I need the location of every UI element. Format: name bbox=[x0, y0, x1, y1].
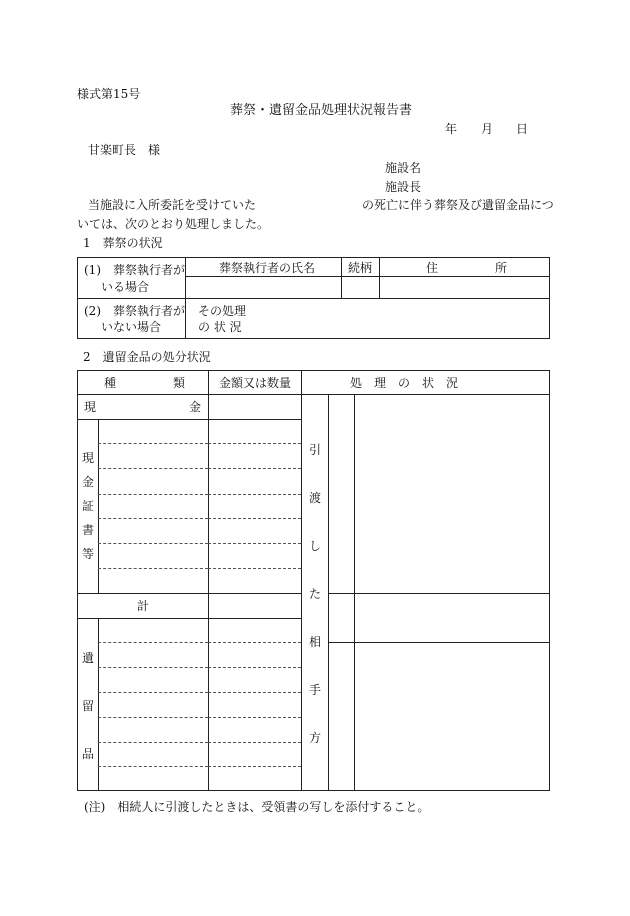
table-rule bbox=[208, 742, 301, 743]
items-char: 品 bbox=[81, 747, 94, 761]
securities-char: 等 bbox=[81, 547, 94, 561]
table-rule bbox=[98, 494, 208, 495]
date-month: 月 bbox=[481, 122, 494, 136]
table-rule bbox=[208, 766, 301, 767]
table-rule bbox=[208, 443, 301, 444]
recipient-char: 相 bbox=[308, 635, 321, 649]
footnote: (注) 相続人に引渡したときは、受領書の写しを添付すること。 bbox=[84, 800, 430, 814]
facility-name-label: 施設名 bbox=[385, 161, 422, 175]
table-rule bbox=[77, 593, 301, 594]
securities-char: 金 bbox=[81, 475, 94, 489]
date-year: 年 bbox=[445, 122, 458, 136]
securities-char: 証 bbox=[81, 499, 94, 513]
table-rule bbox=[328, 593, 550, 594]
table-rule bbox=[98, 419, 99, 593]
section1-heading: 1 葬祭の状況 bbox=[83, 236, 163, 250]
table-rule bbox=[208, 370, 209, 791]
table-rule bbox=[77, 419, 301, 420]
col-header-amount: 金額又は数量 bbox=[219, 376, 292, 390]
table-rule bbox=[98, 766, 208, 767]
col-header-type-2: 類 bbox=[173, 376, 186, 390]
cash-label-1: 現 bbox=[84, 400, 97, 414]
securities-char: 現 bbox=[81, 451, 94, 465]
document-title: 葬祭・遺留金品処理状況報告書 bbox=[230, 103, 413, 118]
table-rule bbox=[208, 494, 301, 495]
table-rule bbox=[77, 394, 550, 395]
recipient-char: 手 bbox=[308, 683, 321, 697]
table-rule bbox=[208, 468, 301, 469]
table-rule bbox=[98, 717, 208, 718]
table-rule bbox=[208, 692, 301, 693]
table-rule bbox=[354, 394, 355, 791]
row2-label-line2: いない場合 bbox=[101, 320, 162, 334]
col-header-name: 葬祭執行者の氏名 bbox=[219, 261, 316, 275]
table-rule bbox=[208, 717, 301, 718]
table-rule bbox=[328, 394, 329, 791]
table-rule bbox=[301, 370, 302, 791]
recipient-char: 方 bbox=[308, 731, 321, 745]
col-header-address-1: 住 bbox=[426, 261, 439, 275]
table-rule bbox=[77, 618, 301, 619]
securities-char: 書 bbox=[81, 523, 94, 537]
table-rule bbox=[208, 568, 301, 569]
table-rule bbox=[98, 642, 208, 643]
table-rule bbox=[328, 642, 550, 643]
col-header-type-1: 種 bbox=[104, 376, 117, 390]
items-char: 遺 bbox=[81, 651, 94, 665]
table-rule bbox=[208, 642, 301, 643]
table-rule bbox=[98, 742, 208, 743]
recipient-vertical-label bbox=[308, 444, 322, 756]
date-day: 日 bbox=[516, 122, 529, 136]
row1-label-line1: (1) 葬祭執行者が bbox=[84, 263, 185, 277]
table-rule bbox=[98, 568, 208, 569]
table-rule bbox=[98, 692, 208, 693]
section2-heading: 2 遺留金品の処分状況 bbox=[83, 350, 211, 364]
form-number: 様式第15号 bbox=[77, 87, 141, 101]
subtotal-label: 計 bbox=[137, 599, 150, 613]
col-header-address-2: 所 bbox=[495, 261, 508, 275]
row2-label-line1: (2) 葬祭執行者が bbox=[84, 304, 185, 318]
row2-note-line2: の 状 況 bbox=[198, 320, 242, 334]
recipient-char: 渡 bbox=[308, 491, 321, 505]
securities-vertical-label bbox=[81, 452, 95, 572]
cash-label-2: 金 bbox=[189, 400, 202, 414]
table-rule bbox=[77, 298, 550, 299]
table-rule bbox=[98, 443, 208, 444]
col-header-status: 処 理 の 状 況 bbox=[350, 376, 459, 390]
facility-head-label: 施設長 bbox=[385, 180, 422, 194]
items-vertical-label bbox=[81, 652, 95, 772]
table-rule bbox=[208, 543, 301, 544]
table-rule bbox=[379, 257, 380, 298]
table-rule bbox=[208, 667, 301, 668]
table-rule bbox=[98, 667, 208, 668]
row1-label-line2: いる場合 bbox=[101, 280, 150, 294]
table-rule bbox=[98, 468, 208, 469]
intro-text-part2: の死亡に伴う葬祭及び遺留金品につ bbox=[362, 198, 554, 212]
table-rule bbox=[341, 257, 342, 298]
intro-text-line2: いては、次のとおり処理しました。 bbox=[77, 217, 270, 231]
col-header-relation: 続柄 bbox=[348, 261, 373, 275]
recipient-char: し bbox=[308, 539, 321, 553]
table-rule bbox=[208, 518, 301, 519]
items-char: 留 bbox=[81, 699, 94, 713]
recipient-char: た bbox=[308, 587, 321, 601]
addressee: 甘楽町長 様 bbox=[88, 143, 161, 157]
table-rule bbox=[98, 543, 208, 544]
table-rule bbox=[185, 276, 550, 277]
row2-note-line1: その処理 bbox=[198, 304, 247, 318]
recipient-char: 引 bbox=[308, 443, 321, 457]
intro-text-part1: 当施設に入所委託を受けていた bbox=[88, 198, 257, 212]
table-rule bbox=[98, 518, 208, 519]
